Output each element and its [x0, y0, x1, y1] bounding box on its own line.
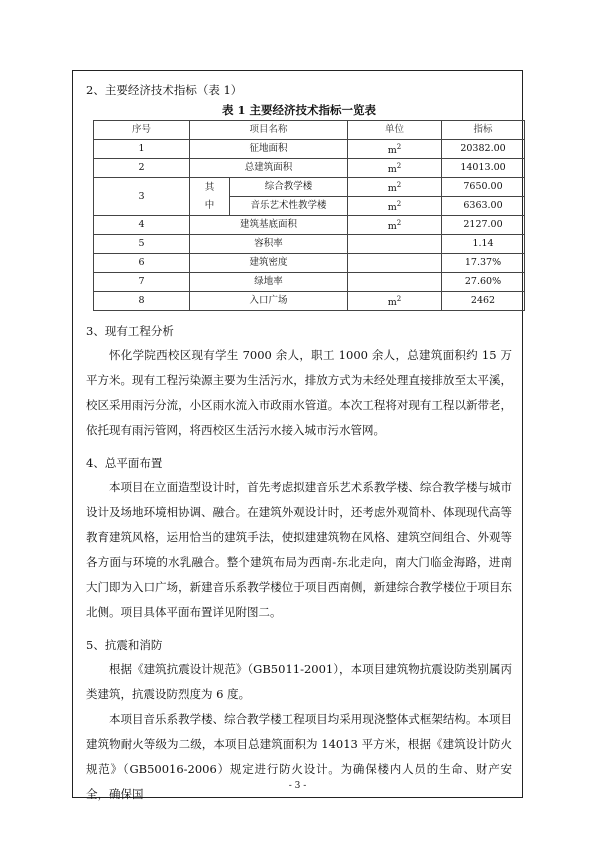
row-name: 容积率 — [190, 235, 348, 254]
row-value: 20382.00 — [442, 140, 525, 159]
row-value: 2462 — [442, 292, 525, 311]
row-value: 7650.00 — [442, 178, 525, 197]
row-no: 3 — [94, 178, 190, 216]
row-no: 5 — [94, 235, 190, 254]
row-group-label: 其 中 — [190, 178, 230, 216]
table-row — [94, 159, 525, 178]
row-value: 6363.00 — [442, 197, 525, 216]
row-no: 8 — [94, 292, 190, 311]
row-value: 27.60% — [442, 273, 525, 292]
row-unit: $m^2$ — [348, 197, 442, 216]
section-3-text: 怀化学院西校区现有学生 7000 余人，职工 1000 余人，总建筑面积约 15 万平方米。现有工程污染源主要为生活污水，排放方式为未经处理直接排放至太平溪，校区采用雨污分流，小区雨水流入市政雨水管道。本次工程将对现有工程以新带老，依托现有雨污管网，将西校区生活污水接入城市污水管网。 — [86, 348, 512, 437]
indicator-table — [93, 120, 525, 311]
section-4-title: 4、总平面布置 — [86, 456, 163, 470]
row-value: 2127.00 — [442, 216, 525, 235]
row-no: 6 — [94, 254, 190, 273]
page-content — [86, 78, 512, 807]
row-no: 2 — [94, 159, 190, 178]
section-4-text: 本项目在立面造型设计时，首先考虑拟建音乐艺术系教学楼、综合教学楼与城市设计及场地环境相协调、融合。在建筑外观设计时，还考虑外观简朴、体现现代高等教育建筑风格，运用恰当的建筑手法，使拟建建筑物在风格、建筑空间组合、外观等各方面与环境的水乳融合。整个建筑布局为西南-东北走向，南大门临金海路，进南大门即为入口广场，新建音乐系教学楼位于项目西南侧，新建综合教学楼位于项目东北侧。项目具体平面布置详见附图二。 — [86, 480, 512, 619]
row-unit: $m^2$ — [348, 178, 442, 197]
table-row — [94, 178, 525, 197]
row-name: 建筑基底面积 — [190, 216, 348, 235]
header-value: 指标 — [442, 121, 525, 140]
page-number: - 3 - — [288, 781, 307, 791]
table-header-row — [94, 121, 525, 140]
row-no: 1 — [94, 140, 190, 159]
row-name: 音乐艺术性教学楼 — [230, 197, 348, 216]
row-unit — [348, 254, 442, 273]
section-5-paragraph-1: 根据《建筑抗震设计规范》（GB5011-2001），本项目建筑物抗震设防类别属丙类建筑，抗震设防烈度为 6 度。 — [86, 662, 512, 701]
row-no: 4 — [94, 216, 190, 235]
row-unit — [348, 273, 442, 292]
section-2-title: 2、主要经济技术指标（表 1） — [86, 83, 243, 97]
row-value: 1.14 — [442, 235, 525, 254]
row-name: 总建筑面积 — [190, 159, 348, 178]
row-unit: $m^2$ — [348, 292, 442, 311]
row-unit — [348, 235, 442, 254]
section-5-paragraph-2: 本项目音乐系教学楼、综合教学楼工程项目均采用现浇整体式框架结构。本项目建筑物耐火等级为二级，本项目总建筑面积为 14013 平方米，根据《建筑设计防火规范》（GB50016-2006）规定进行防火设计。为确保楼内人员的生命、财产安全，确保国 — [86, 712, 512, 801]
row-name: 征地面积 — [190, 140, 348, 159]
table-row — [94, 292, 525, 311]
row-value: 17.37% — [442, 254, 525, 273]
table-row — [94, 140, 525, 159]
row-name: 绿地率 — [190, 273, 348, 292]
table-row — [94, 216, 525, 235]
row-name: 建筑密度 — [190, 254, 348, 273]
row-unit: $m^2$ — [348, 159, 442, 178]
table-caption: 表 1 主要经济技术指标一览表 — [221, 103, 376, 117]
row-name: 入口广场 — [190, 292, 348, 311]
table-row — [94, 254, 525, 273]
row-unit: $m^2$ — [348, 140, 442, 159]
section-3-title: 3、现有工程分析 — [86, 324, 174, 338]
table-row — [94, 273, 525, 292]
row-name: 综合教学楼 — [230, 178, 348, 197]
header-no: 序号 — [94, 121, 190, 140]
row-value: 14013.00 — [442, 159, 525, 178]
header-unit: 单位 — [348, 121, 442, 140]
section-5-title: 5、抗震和消防 — [86, 638, 163, 652]
table-row — [94, 235, 525, 254]
header-name: 项目名称 — [190, 121, 348, 140]
row-unit: $m^2$ — [348, 216, 442, 235]
row-no: 7 — [94, 273, 190, 292]
